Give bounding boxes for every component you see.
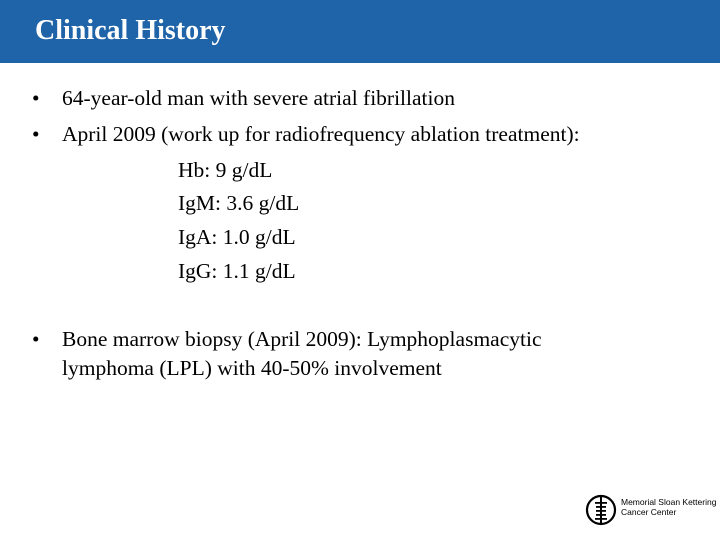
- bullet-marker: •: [32, 327, 40, 351]
- msk-logo: [585, 488, 717, 532]
- lab-value-hb: Hb: 9 g/dL: [178, 158, 273, 182]
- bullet-marker: •: [32, 122, 40, 146]
- bullet-text-1: 64-year-old man with severe atrial fibrillation: [62, 86, 455, 110]
- slide-title: Clinical History: [35, 15, 226, 46]
- logo-text-line-1: Memorial Sloan Kettering: [621, 497, 717, 507]
- bullet-text-3-line-1: Bone marrow biopsy (April 2009): Lymphoplasmacytic: [62, 327, 542, 351]
- msk-logo-icon: [585, 490, 617, 530]
- lab-value-iga: IgA: 1.0 g/dL: [178, 225, 296, 249]
- bullet-text-2: April 2009 (work up for radiofrequency ablation treatment):: [62, 122, 580, 146]
- logo-text-line-2: Cancer Center: [621, 507, 677, 517]
- bullet-text-3-line-2: lymphoma (LPL) with 40-50% involvement: [62, 356, 442, 380]
- lab-value-igm: IgM: 3.6 g/dL: [178, 191, 300, 215]
- bullet-marker: •: [32, 86, 40, 110]
- lab-value-igg: IgG: 1.1 g/dL: [178, 259, 296, 283]
